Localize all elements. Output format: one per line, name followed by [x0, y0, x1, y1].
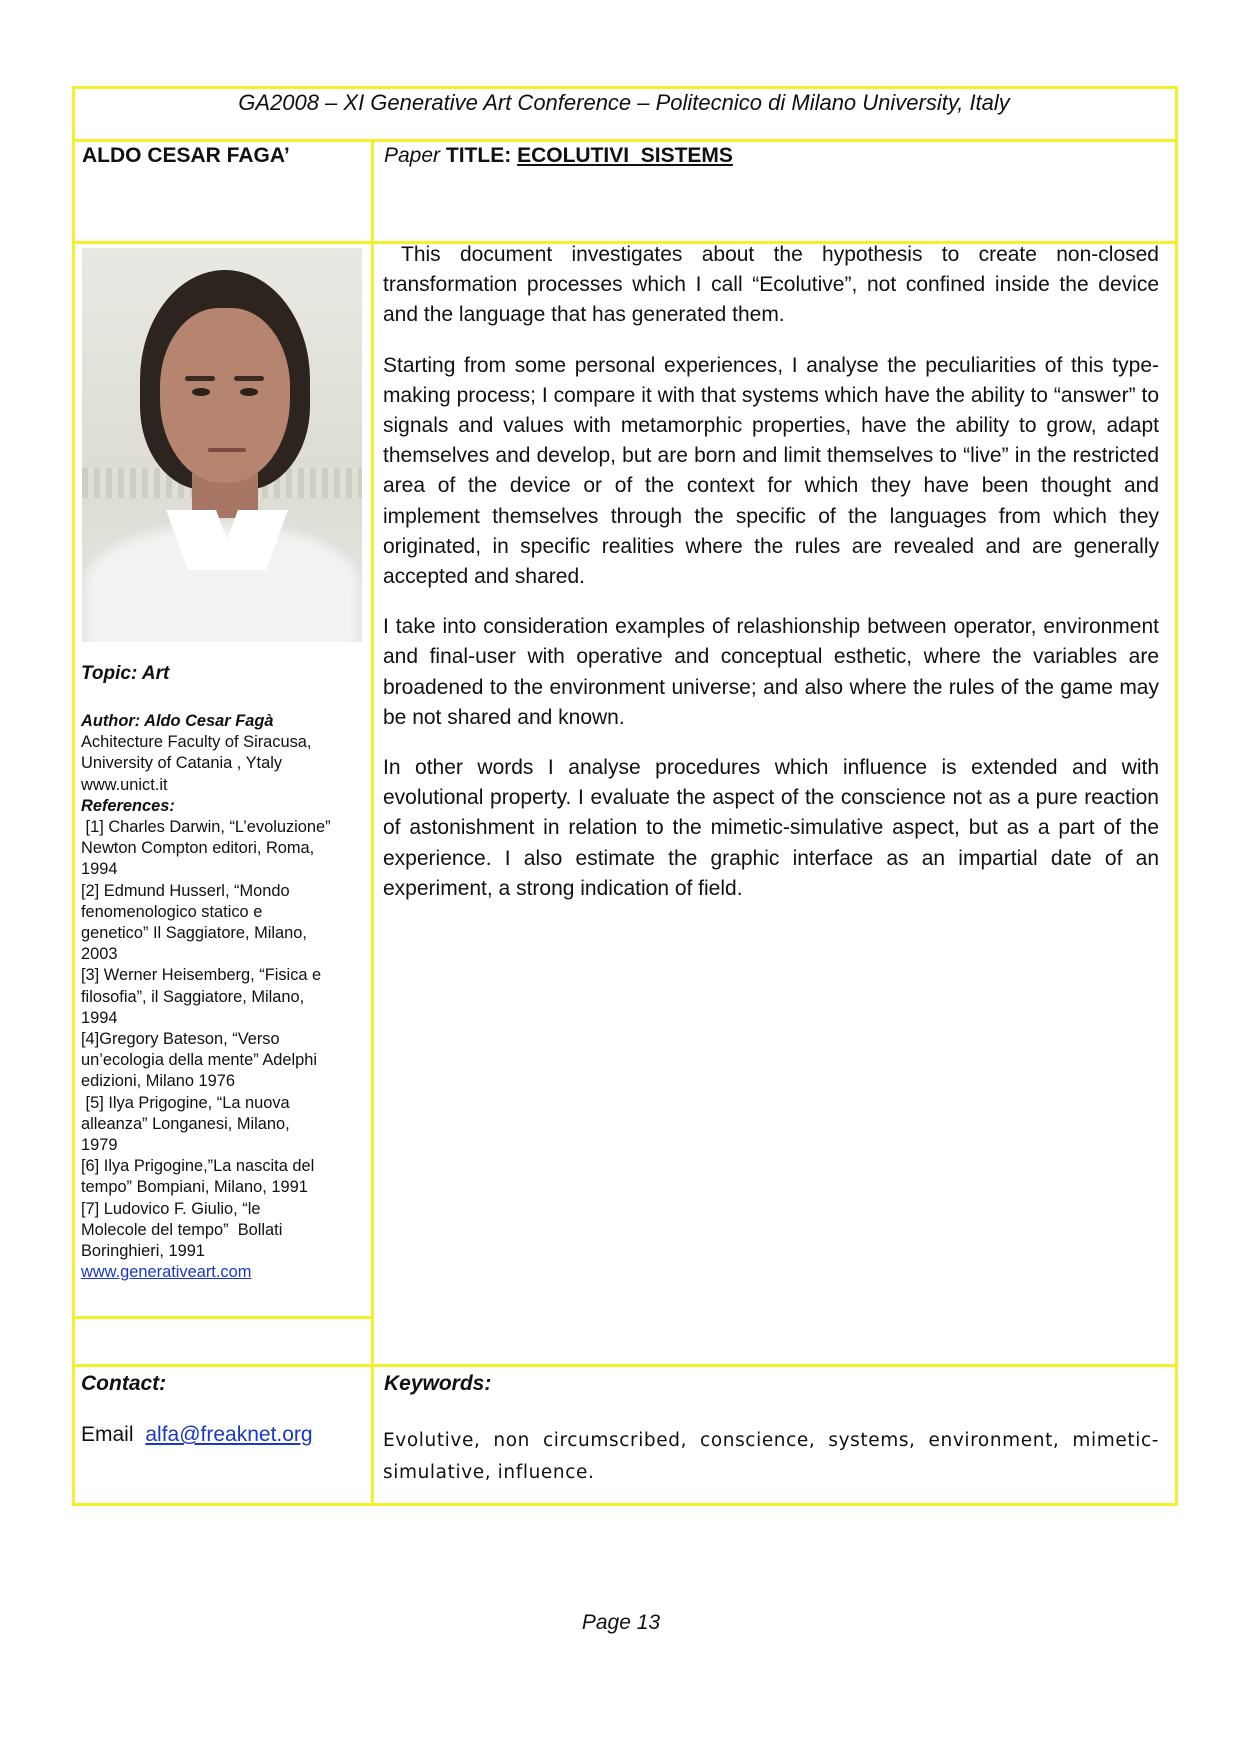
contact-label: Contact: — [81, 1372, 167, 1395]
affiliation-line: University of Catania , Ytaly — [81, 754, 283, 773]
paper-title-line — [384, 144, 733, 168]
author-photo — [82, 248, 362, 642]
author-references-block — [81, 711, 381, 1283]
conference-header: GA2008 – XI Generative Art Conference – Politecnico di Milano University, Italy — [238, 90, 1010, 115]
reference-line: [3] Werner Heisemberg, “Fisica e — [81, 966, 322, 985]
frame-top — [72, 86, 1178, 89]
reference-line: [6] Ilya Prigogine,”La nascita del — [81, 1157, 315, 1176]
reference-line: 1994 — [81, 1008, 118, 1027]
title-label: TITLE: — [445, 144, 512, 167]
reference-line: Molecole del tempo” Bollati — [81, 1220, 283, 1239]
reference-line: un’ecologia della mente” Adelphi — [81, 1051, 318, 1070]
frame-left — [72, 86, 75, 1506]
reference-line: 2003 — [81, 945, 118, 964]
abstract-paragraph: This document investigates about the hypothesis to create non-closed transformation processes which I call “Ecolutive”, not confined inside the device and the language that has generated them. — [383, 243, 1159, 327]
abstract-paragraph: Starting from some personal experiences, I analyse the peculiarities of this type-making process; I compare it with that systems which have the ability to “answer” to signals and values with metamorphic properties, have the ability to grow, adapt themselves and develop, but are born and limit themselves to “live” in the restricted area of the device or of the context for which they have been thought and implement themselves through the specific of the languages from which they originated, in specific realities where the rules are revealed and are generally accepted and shared. — [383, 353, 1159, 589]
reference-line: 1994 — [81, 860, 118, 879]
reference-line: tempo” Bompiani, Milano, 1991 — [81, 1178, 308, 1197]
author-label: Author: Aldo Cesar Fagà — [81, 712, 274, 730]
topic: Topic: Art — [81, 663, 170, 684]
frame-bottom — [72, 1503, 1178, 1506]
reference-line: [7] Ludovico F. Giulio, “le — [81, 1199, 261, 1218]
reference-line: [2] Edmund Husserl, “Mondo — [81, 881, 290, 900]
frame-line-body-bottom — [72, 1364, 1178, 1367]
paper-title: ECOLUTIVI SISTEMS — [517, 144, 733, 167]
frame-line-header — [72, 139, 1178, 142]
keywords: Evolutive, non circumscribed, conscience, systems, environment, mimetic-simulative, influence. — [383, 1430, 1159, 1483]
email-label: Email — [81, 1423, 134, 1446]
affiliation-line: www.unict.it — [81, 775, 168, 794]
reference-line: genetico” Il Saggiatore, Milano, — [81, 924, 307, 943]
reference-line: 1979 — [81, 1136, 118, 1155]
paper-prefix: Paper — [384, 144, 441, 167]
reference-line: [4]Gregory Bateson, “Verso — [81, 1030, 280, 1049]
references-label: References: — [81, 796, 175, 815]
reference-line: Newton Compton editori, Roma, — [81, 839, 315, 858]
reference-line: filosofia”, il Saggiatore, Milano, — [81, 987, 305, 1006]
abstract-paragraph: I take into consideration examples of relashionship between operator, environment and final-user with operative and conceptual esthetic, where the variables are broadened to the environment universe; and also where the rules of the game may be not shared and known. — [383, 615, 1159, 729]
abstract-paragraph: In other words I analyse procedures which influence is extended and with evolutional property. I evaluate the aspect of the conscience not as a pure reaction of astonishment in relation to the mimetic-simulative aspect, but as a part of the experience. I also estimate the graphic interface as an impartial date of an experiment, a strong indication of field. — [383, 756, 1159, 900]
affiliation-line: Achitecture Faculty of Siracusa, — [81, 733, 312, 752]
reference-line: edizioni, Milano 1976 — [81, 1072, 235, 1091]
reference-line: [1] Charles Darwin, “L’evoluzione” — [81, 818, 331, 837]
reference-line: fenomenologico statico e — [81, 902, 263, 921]
author-name: ALDO CESAR FAGA’ — [82, 144, 290, 167]
abstract — [383, 240, 1159, 924]
frame-right — [1175, 86, 1178, 1506]
email-line — [81, 1423, 313, 1447]
reference-list — [81, 817, 381, 1262]
keywords-label: Keywords: — [384, 1372, 492, 1395]
page-number: Page 13 — [581, 1611, 661, 1634]
reference-line: Boringhieri, 1991 — [81, 1242, 205, 1261]
website-link[interactable]: www.generativeart.com — [81, 1263, 252, 1282]
email-link[interactable]: alfa@freaknet.org — [145, 1423, 313, 1446]
reference-line: alleanza” Longanesi, Milano, — [81, 1114, 290, 1133]
frame-line-sidebar-bottom — [72, 1316, 374, 1319]
reference-line: [5] Ilya Prigogine, “La nuova — [81, 1093, 290, 1112]
